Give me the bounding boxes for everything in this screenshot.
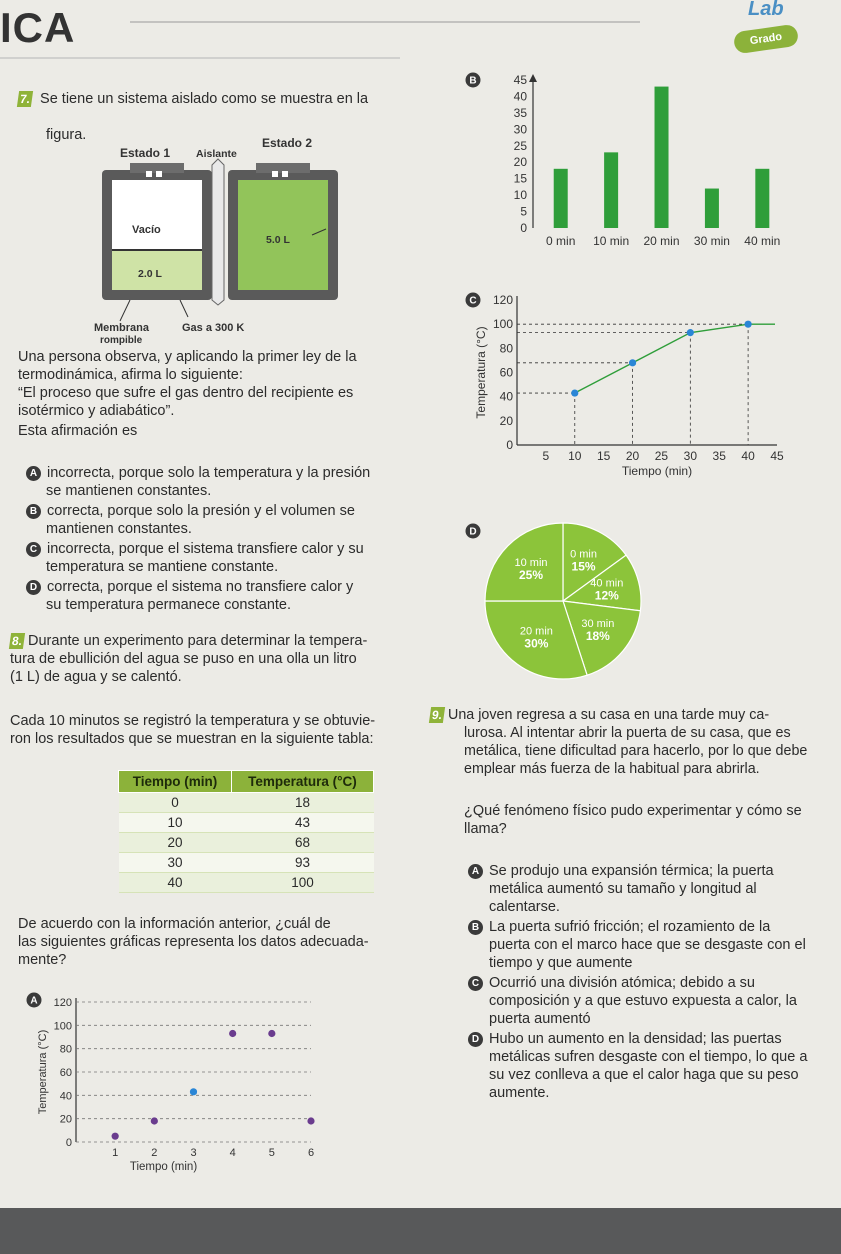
q9-question-line: llama? [464, 821, 507, 837]
option-text: incorrecta, porque el sistema transfiere calor y su [47, 541, 364, 557]
option-text: mantienen constantes. [46, 521, 192, 537]
label-vol-large: 5.0 L [266, 234, 290, 246]
option-text: se mantienen constantes. [46, 483, 212, 499]
pie-slice-value: 25% [518, 568, 544, 583]
q8-question [18, 915, 428, 969]
table-header: Tiempo (min) [119, 771, 232, 793]
y-tick-label: 80 [59, 1043, 72, 1056]
x-tick-label: 20 [625, 449, 640, 463]
q9-option-d[interactable] [468, 1030, 833, 1102]
q9-question [464, 802, 834, 838]
bar [554, 169, 568, 228]
x-tick-label: 45 [770, 449, 784, 463]
x-tick-label: 35 [712, 449, 726, 463]
x-tick-label: 20 min [643, 234, 680, 248]
y-axis-arrow [529, 74, 537, 82]
brand-logo [748, 0, 818, 28]
pie-slice-value: 15% [571, 559, 596, 574]
option-text: calentarse. [489, 899, 560, 915]
table-row: 40 100 [119, 873, 374, 893]
y-tick-label: 60 [59, 1067, 72, 1079]
q9-prompt [430, 706, 830, 778]
label-insulator: Aislante [196, 148, 237, 160]
x-tick-label: 3 [190, 1147, 197, 1159]
option-text: Se produjo una expansión térmica; la puerta [489, 863, 774, 879]
bar [655, 87, 669, 228]
y-tick-label: 45 [513, 73, 527, 87]
pie-slice-label: 40 min [590, 577, 624, 590]
y-tick-label: 20 [59, 1113, 72, 1126]
chart-option-c[interactable] [455, 290, 795, 490]
option-text: aumente. [489, 1085, 550, 1101]
q7-body-line: Esta afirmación es [18, 423, 138, 439]
option-letter: A [26, 466, 41, 481]
q9-option-b[interactable] [468, 918, 833, 972]
table-row: 0 18 [119, 793, 374, 813]
option-text: metálicas sufren desgaste con el tiempo, lo que a [489, 1049, 808, 1065]
x-tick-label: 40 min [744, 234, 781, 248]
q9-question-line: ¿Qué fenómeno físico pudo experimentar y cómo se [464, 803, 802, 819]
q8-table-intro-line: ron los resultados que se muestran en la siguiente tabla: [10, 731, 374, 747]
y-tick-label: 100 [53, 1020, 72, 1033]
q9-number: 9. [429, 707, 445, 723]
option-text: Ocurrió una división atómica; debido a su [489, 975, 755, 991]
q9-prompt-line: emplear más fuerza de la habitual para abrirla. [464, 761, 760, 777]
y-tick-label: 0 [520, 221, 527, 235]
x-tick-label: 40 [741, 449, 755, 463]
data-point [629, 359, 636, 366]
label-state1: Estado 1 [120, 146, 171, 160]
x-tick-label: 15 [596, 449, 611, 463]
q7-prompt-line2: figura. [46, 127, 87, 143]
chart-option-d[interactable] [455, 515, 655, 685]
x-tick-label: 2 [151, 1147, 158, 1159]
page-section-title: ICA [0, 4, 76, 51]
pie-slice-label: 0 min [570, 548, 597, 561]
x-axis-label: Tiempo (min) [129, 1161, 198, 1173]
table-row: 10 43 [119, 813, 374, 833]
data-point [571, 389, 578, 396]
series-line [575, 324, 775, 393]
y-tick-label: 10 [513, 188, 527, 203]
q9-prompt-line: metálica, tiene dificultad para hacerlo, por lo que debe [464, 743, 808, 759]
option-text: composición y a que estuvo expuesta a calor, la [489, 993, 797, 1009]
pie-slice-value: 12% [594, 588, 619, 603]
option-text: correcta, porque solo la presión y el volumen se [47, 503, 355, 519]
bar [755, 169, 769, 228]
x-axis-label: Tiempo (min) [621, 464, 693, 478]
option-text: tiempo y que aumente [489, 955, 633, 971]
q7-body [18, 348, 418, 440]
brand-logo-text: Lab [748, 0, 784, 20]
chart-option-letter: D [469, 526, 477, 538]
pie-slice-value: 18% [585, 628, 610, 643]
y-tick-label: 100 [492, 317, 513, 332]
q8-intro [10, 632, 420, 686]
y-axis-label: Temperatura (°C) [37, 1029, 49, 1115]
footer-band [0, 1208, 841, 1254]
y-tick-label: 25 [513, 138, 527, 153]
y-tick-label: 40 [59, 1090, 72, 1103]
chart-option-letter: A [30, 995, 38, 1007]
option-letter: D [26, 580, 41, 595]
option-text: su temperatura permanece constante. [46, 597, 292, 613]
data-point [687, 329, 694, 336]
label-membrane-1: Membrana [94, 322, 150, 334]
pie-slice-label: 10 min [514, 557, 548, 570]
y-tick-label: 60 [499, 365, 513, 380]
q7-body-line: isotérmico y adiabático”. [18, 403, 175, 419]
q7-option-c[interactable] [26, 540, 426, 576]
table-row: 30 93 [119, 853, 374, 873]
y-tick-label: 15 [513, 171, 527, 186]
q7-option-b[interactable] [26, 502, 426, 538]
option-text: puerta con el marco hace que se desgaste con el [489, 937, 806, 953]
x-tick-label: 10 min [593, 234, 630, 248]
x-tick-label: 25 [654, 449, 669, 463]
insulator-wall [212, 159, 224, 305]
chart-option-a[interactable] [26, 990, 326, 1190]
data-point [268, 1030, 275, 1037]
q8-intro-line: tura de ebullición del agua se puso en una olla un litro [10, 651, 357, 667]
y-tick-label: 40 [513, 89, 527, 104]
option-letter: A [468, 864, 483, 879]
label-gas: Gas a 300 K [182, 322, 245, 334]
data-point [190, 1088, 197, 1095]
q8-intro-line: Durante un experimento para determinar la tempera- [28, 633, 368, 649]
q8-question-line: las siguientes gráficas representa los datos adecuada- [18, 934, 369, 950]
y-tick-label: 20 [513, 155, 527, 170]
q7-system-figure [90, 135, 350, 350]
option-text: La puerta sufrió fricción; el rozamiento de la [489, 919, 771, 935]
q8-data-table [118, 770, 374, 893]
x-tick-label: 5 [268, 1147, 275, 1159]
option-letter: B [26, 504, 41, 519]
x-tick-label: 6 [307, 1147, 315, 1159]
y-tick-label: 120 [53, 997, 72, 1009]
x-tick-label: 5 [542, 449, 550, 463]
option-text: su vez conlleva a que el calor haga que su peso [489, 1067, 799, 1083]
q7-prompt-line1: Se tiene un sistema aislado como se muestra en la [40, 91, 369, 107]
option-letter: B [468, 920, 483, 935]
x-tick-label: 30 min [693, 234, 730, 248]
q8-table-intro [10, 712, 430, 748]
label-state2: Estado 2 [262, 136, 313, 150]
option-letter: C [468, 976, 483, 991]
y-tick-label: 20 [499, 413, 513, 428]
q9-prompt-line: lurosa. Al intentar abrir la puerta de su casa, que es [464, 725, 791, 741]
table-row: 20 68 [119, 833, 374, 853]
header-decoration [0, 0, 841, 70]
q7-body-line: Una persona observa, y aplicando la primer ley de la [18, 349, 357, 365]
data-point [229, 1030, 236, 1037]
label-vacuum: Vacío [132, 224, 161, 236]
q7-options [26, 464, 426, 614]
y-tick-label: 35 [513, 105, 527, 120]
q9-options [468, 862, 833, 1102]
q8-table-intro-line: Cada 10 minutos se registró la temperatura y se obtuvie- [10, 713, 376, 729]
option-text: Hubo un aumento en la densidad; las puertas [489, 1031, 782, 1047]
data-point [112, 1133, 119, 1140]
chart-option-b[interactable] [455, 70, 800, 265]
q8-question-line: mente? [18, 952, 67, 968]
grade-badge-label: Grado [749, 30, 783, 48]
x-tick-label: 0 min [546, 234, 576, 248]
q7-body-line: termodinámica, afirma lo siguiente: [18, 367, 243, 383]
q7-number: 7. [17, 91, 33, 107]
option-text: correcta, porque el sistema no transfiere calor y [47, 579, 354, 595]
x-tick-label: 4 [229, 1147, 236, 1159]
y-axis-label: Temperatura (°C) [474, 326, 488, 419]
q8-intro-line: (1 L) de agua y se calentó. [10, 669, 182, 685]
q8-question-line: De acuerdo con la información anterior, ¿cuál de [18, 916, 331, 932]
q7-body-line: “El proceso que sufre el gas dentro del recipiente es [18, 385, 354, 401]
pie-slice-label: 20 min [519, 625, 553, 638]
q9-option-a[interactable] [468, 862, 833, 916]
option-text: incorrecta, porque solo la temperatura y la presión [47, 465, 371, 481]
q9-option-c[interactable] [468, 974, 833, 1028]
bar [705, 189, 719, 228]
data-point [151, 1117, 158, 1124]
q9-prompt-line: Una joven regresa a su casa en una tarde muy ca- [448, 707, 770, 723]
y-tick-label: 40 [499, 389, 513, 404]
label-vol-small: 2.0 L [138, 268, 162, 280]
q7-prompt [18, 90, 418, 108]
option-text: puerta aumentó [489, 1011, 591, 1027]
chart-option-letter: C [469, 295, 477, 307]
data-point [307, 1117, 314, 1124]
data-point [745, 321, 752, 328]
q7-option-a[interactable] [26, 464, 426, 500]
pie-slice-value: 30% [524, 636, 549, 651]
option-letter: D [468, 1032, 483, 1047]
x-tick-label: 30 [683, 449, 698, 463]
q7-option-d[interactable] [26, 578, 426, 614]
x-tick-label: 1 [112, 1147, 119, 1159]
option-text: temperatura se mantiene constante. [46, 559, 279, 575]
y-tick-label: 0 [506, 438, 513, 452]
y-tick-label: 0 [65, 1137, 72, 1149]
y-tick-label: 5 [520, 204, 527, 219]
bar [604, 152, 618, 228]
x-tick-label: 10 [568, 449, 582, 463]
y-tick-label: 120 [492, 293, 513, 307]
option-letter: C [26, 542, 41, 557]
label-membrane-2: rompible [100, 335, 143, 346]
q8-number: 8. [9, 633, 25, 649]
y-tick-label: 30 [513, 122, 527, 137]
chart-option-letter: B [469, 75, 477, 87]
table-header: Temperatura (°C) [231, 771, 373, 793]
pie-slice-label: 30 min [581, 617, 615, 630]
y-tick-label: 80 [499, 341, 513, 356]
option-text: metálica aumentó su tamaño y longitud al [489, 881, 757, 897]
